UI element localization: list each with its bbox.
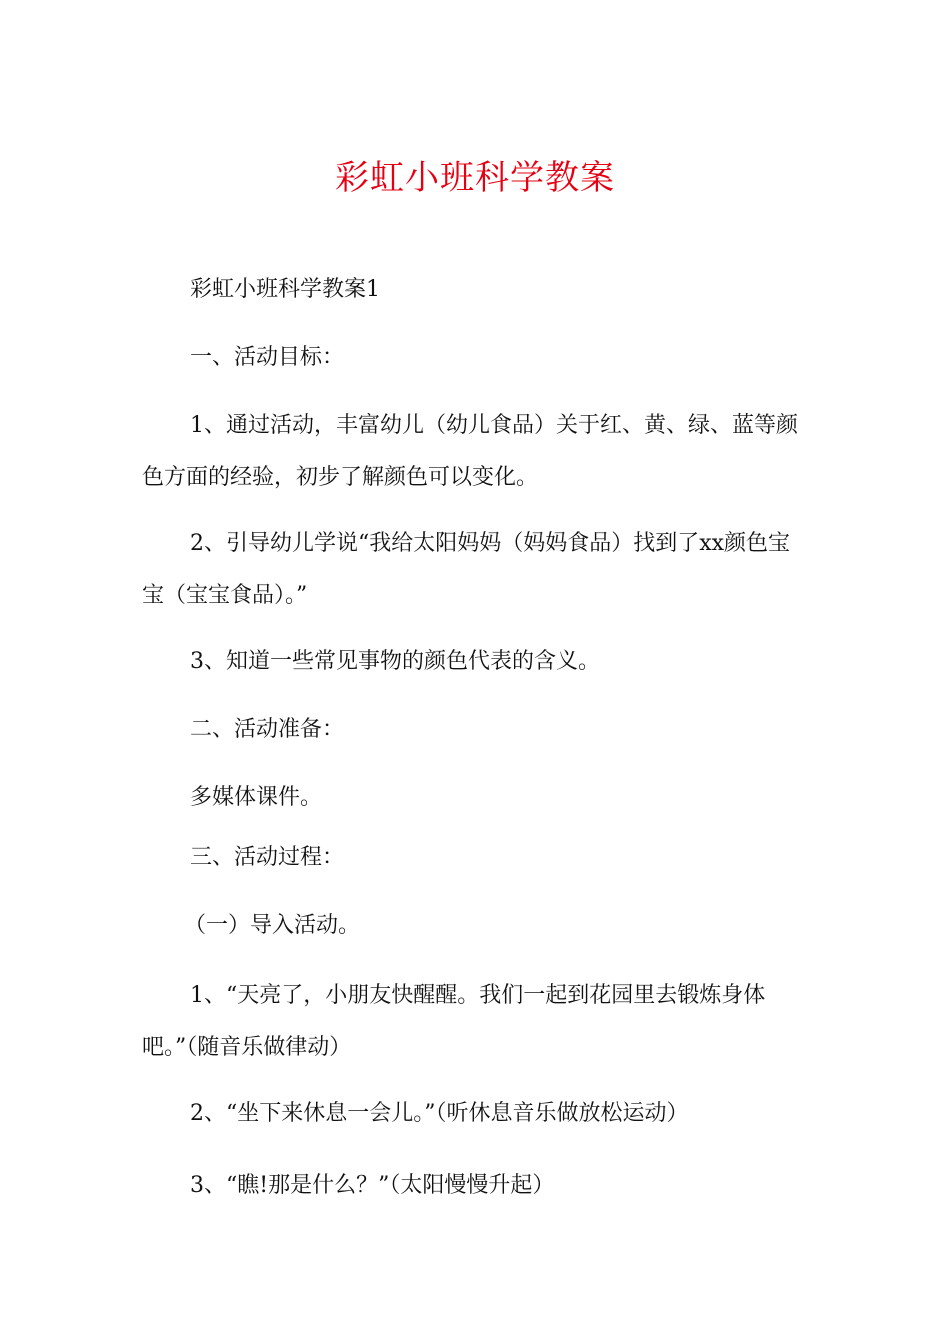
goal-item-2: 2、引导幼儿学说“我给太阳妈妈（妈妈食品）找到了xx颜色宝宝（宝宝食品）。” <box>142 531 791 608</box>
section-heading-lesson-1: 彩虹小班科学教案1 <box>190 277 380 302</box>
section-heading-preparation: 二、活动准备： <box>190 717 345 742</box>
section-heading-goals: 一、活动目标： <box>190 345 345 370</box>
process-step-1: 1、“天亮了，小朋友快醒醒。我们一起到花园里去锻炼身体吧。”（随音乐做律动） <box>142 983 766 1060</box>
goal-item-3: 3、知道一些常见事物的颜色代表的含义。 <box>190 649 600 674</box>
process-subheading-intro: （一）导入活动。 <box>184 913 361 938</box>
process-step-3: 3、“瞧!那是什么？”（太阳慢慢升起） <box>190 1173 555 1198</box>
process-step-2: 2、“坐下来休息一会儿。”（听休息音乐做放松运动） <box>190 1101 689 1126</box>
section-heading-process: 三、活动过程： <box>190 845 345 870</box>
preparation-item: 多媒体课件。 <box>190 785 323 810</box>
goal-item-1: 1、通过活动，丰富幼儿（幼儿食品）关于红、黄、绿、蓝等颜色方面的经验，初步了解颜色可以变化。 <box>142 413 798 490</box>
document-title: 彩虹小班科学教案 <box>335 158 615 198</box>
